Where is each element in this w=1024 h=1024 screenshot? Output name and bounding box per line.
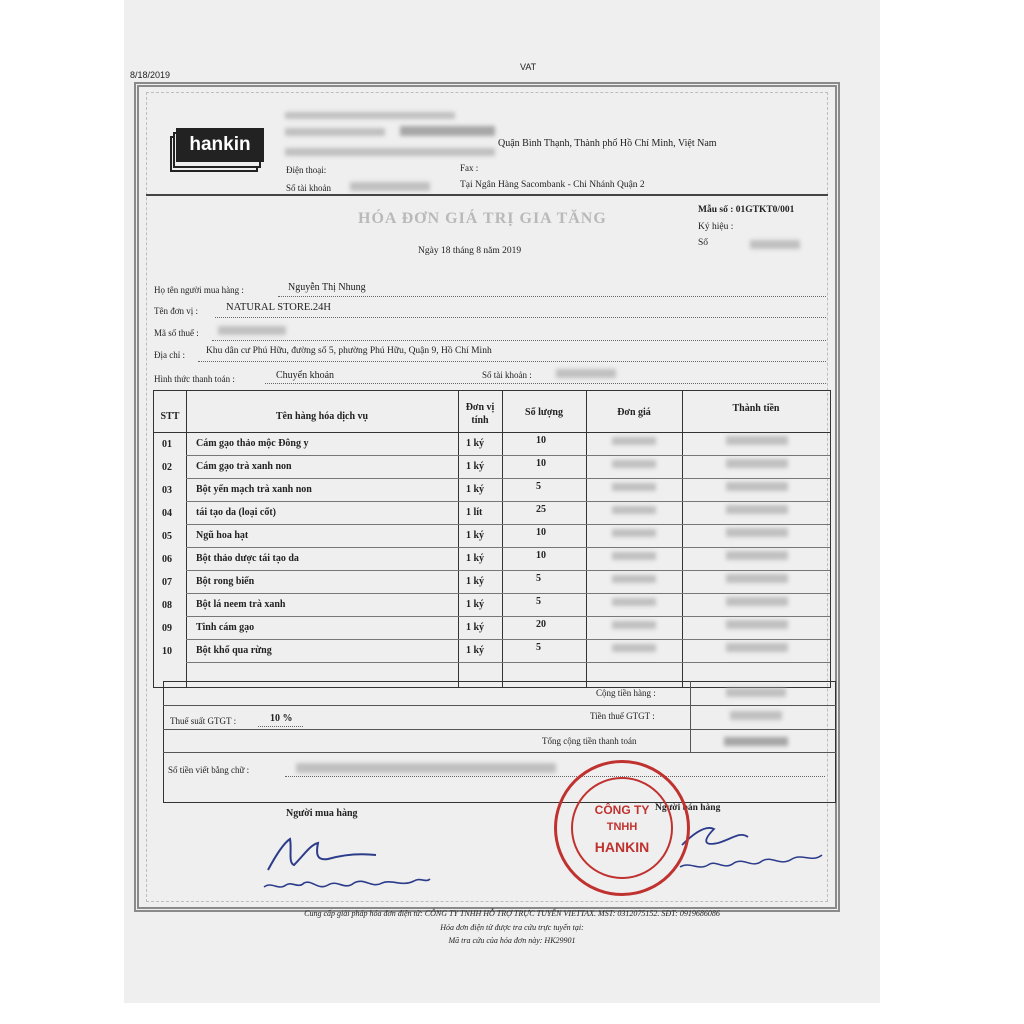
col-header-name: Tên hàng hóa dịch vụ (275, 411, 369, 422)
row-stt: 02 (162, 462, 172, 473)
company-logo (170, 128, 264, 172)
footer-lookup: Hóa đơn điện tử được tra cứu trực tuyến tại: (440, 923, 584, 932)
redacted-unit-price (612, 552, 656, 560)
seller-signature-label: Người bán hàng (655, 803, 721, 813)
redacted-unit-price (612, 575, 656, 583)
redacted-line-total (726, 597, 788, 606)
unit-name: NATURAL STORE.24H (226, 302, 332, 313)
redacted-company-name (285, 112, 455, 119)
redacted-tax-code (285, 128, 385, 136)
redacted-unit-price (612, 506, 656, 514)
row-unit: 1 ký (466, 576, 485, 587)
redacted-buyer-account (556, 369, 616, 378)
row-item-name: Cám gạo trà xanh non (196, 461, 292, 472)
row-stt: 09 (162, 623, 172, 634)
redacted-grand-total (724, 737, 788, 746)
buyer-signature (258, 825, 438, 905)
row-qty: 5 (536, 573, 541, 584)
unit-name-label: Tên đơn vị : (154, 306, 199, 316)
invoice-title: HÓA ĐƠN GIÁ TRỊ GIA TĂNG (358, 210, 607, 227)
vat-amount-label: Tiền thuế GTGT : (590, 711, 655, 721)
row-item-name: Bột rong biển (196, 576, 255, 587)
redacted-line-total (726, 551, 788, 560)
redacted-line-total (726, 643, 788, 652)
redacted-line-total (726, 436, 788, 445)
redacted-line-total (726, 620, 788, 629)
redacted-line-total (726, 505, 788, 514)
redacted-tax-code-2 (400, 126, 495, 136)
redacted-vat-amount (730, 711, 782, 720)
row-item-name: Cám gạo thảo mộc Đông y (196, 438, 309, 449)
form-number: Mẫu số : 01GTKT0/001 (698, 205, 795, 215)
stamp-line-1: CÔNG TY (594, 803, 650, 817)
row-stt: 04 (162, 508, 172, 519)
redacted-unit-price (612, 644, 656, 652)
row-divider (186, 639, 830, 640)
redacted-buyer-tax (218, 326, 286, 335)
redacted-amount-in-words (296, 763, 556, 773)
print-date: 8/18/2019 (130, 70, 171, 80)
row-unit: 1 ký (466, 461, 485, 472)
vat-rate-label: Thuế suất GTGT : (170, 716, 237, 726)
symbol-label: Ký hiệu : (698, 222, 734, 232)
buyer-name-label: Họ tên người mua hàng : (154, 285, 244, 295)
row-item-name: Bột khổ qua rừng (196, 645, 272, 656)
redacted-invoice-number (750, 240, 800, 249)
print-title: VAT (520, 62, 537, 72)
stamp-line-2: TNHH (606, 821, 638, 833)
row-item-name: Tinh cám gạo (196, 622, 255, 633)
row-qty: 20 (536, 619, 546, 630)
row-unit: 1 ký (466, 645, 485, 656)
header-divider (146, 194, 828, 196)
buyer-name: Nguyễn Thị Nhung (288, 282, 366, 293)
col-header-stt: STT (160, 411, 180, 422)
row-stt: 08 (162, 600, 172, 611)
row-item-name: Bột yến mạch trà xanh non (196, 484, 312, 495)
row-qty: 10 (536, 435, 546, 446)
seller-signature (670, 815, 830, 885)
footer-lookup-code: Mã tra cứu của hóa đơn này: HK29901 (448, 936, 576, 945)
fax-label: Fax : (460, 163, 479, 173)
amount-in-words-label: Số tiền viết bằng chữ : (168, 765, 250, 775)
payment-method: Chuyển khoản (276, 370, 335, 381)
buyer-tax-label: Mã số thuế : (154, 328, 199, 338)
phone-label: Điện thoại: (286, 165, 327, 175)
buyer-address-label: Địa chỉ : (154, 350, 185, 360)
row-unit: 1 ký (466, 530, 485, 541)
buyer-address: Khu dân cư Phú Hữu, đường số 5, phường Phú Hữu, Quận 9, Hồ Chí Minh (206, 346, 492, 356)
invoice-date: Ngày 18 tháng 8 năm 2019 (418, 246, 522, 256)
redacted-seller-account (350, 182, 430, 191)
row-divider (186, 570, 830, 571)
col-header-total: Thành tiền (732, 403, 780, 414)
row-qty: 25 (536, 504, 546, 515)
row-divider (186, 501, 830, 502)
redacted-unit-price (612, 529, 656, 537)
row-unit: 1 lít (466, 507, 483, 518)
col-header-price: Đơn giá (617, 407, 651, 418)
stamp-line-3: HANKIN (594, 839, 650, 855)
row-unit: 1 ký (466, 622, 485, 633)
buyer-account-label: Số tài khoản : (482, 370, 532, 380)
col-header-unit: Đơn vị tính (465, 402, 495, 426)
grand-total-label: Tổng cộng tiền thanh toán (542, 736, 637, 746)
seller-account-label: Số tài khoản (286, 183, 331, 193)
row-qty: 5 (536, 642, 541, 653)
redacted-unit-price (612, 483, 656, 491)
row-item-name: Bột lá neem trà xanh (196, 599, 286, 610)
redacted-line-total (726, 459, 788, 468)
buyer-signature-label: Người mua hàng (286, 808, 358, 819)
row-qty: 5 (536, 481, 541, 492)
row-stt: 07 (162, 577, 172, 588)
table-header-divider (153, 432, 831, 433)
payment-method-label: Hình thức thanh toán : (154, 374, 235, 384)
row-unit: 1 ký (466, 438, 485, 449)
row-qty: 10 (536, 550, 546, 561)
row-unit: 1 ký (466, 599, 485, 610)
redacted-unit-price (612, 460, 656, 468)
row-stt: 01 (162, 439, 172, 450)
row-item-name: tái tạo da (loại cốt) (196, 507, 276, 518)
row-qty: 5 (536, 596, 541, 607)
row-unit: 1 ký (466, 553, 485, 564)
row-divider (186, 524, 830, 525)
redacted-unit-price (612, 621, 656, 629)
row-item-name: Ngũ hoa hạt (196, 530, 249, 541)
row-qty: 10 (536, 458, 546, 469)
row-divider (186, 478, 830, 479)
redacted-line-total (726, 574, 788, 583)
goods-total-label: Cộng tiền hàng : (596, 688, 656, 698)
row-divider (186, 593, 830, 594)
redacted-line-total (726, 528, 788, 537)
redacted-unit-price (612, 598, 656, 606)
row-stt: 05 (162, 531, 172, 542)
bank-info: Tại Ngân Hàng Sacombank - Chi Nhánh Quận 2 (460, 180, 645, 190)
row-unit: 1 ký (466, 484, 485, 495)
redacted-goods-total (726, 688, 786, 697)
redacted-address (285, 148, 495, 156)
vat-rate-value: 10 % (270, 713, 293, 724)
col-header-qty: Số lượng (525, 407, 563, 418)
redacted-line-total (726, 482, 788, 491)
footer-provider: Cung cấp giải pháp hóa đơn điện tử: CÔNG TY TNHH HỖ TRỢ TRỰC TUYẾN VIETTAX. MST: 0312075152. SĐT: 0919686086 (304, 909, 720, 918)
company-stamp (554, 760, 690, 896)
number-label: Số (698, 238, 709, 248)
row-stt: 06 (162, 554, 172, 565)
row-divider (186, 662, 830, 663)
row-qty: 10 (536, 527, 546, 538)
row-stt: 10 (162, 646, 172, 657)
row-divider (186, 455, 830, 456)
row-stt: 03 (162, 485, 172, 496)
row-divider (186, 547, 830, 548)
row-divider (186, 616, 830, 617)
logo-text: hankin (176, 128, 264, 162)
row-item-name: Bột thảo dược tái tạo da (196, 553, 299, 564)
redacted-unit-price (612, 437, 656, 445)
company-address: Quận Bình Thạnh, Thành phố Hồ Chí Minh, Việt Nam (498, 138, 717, 149)
